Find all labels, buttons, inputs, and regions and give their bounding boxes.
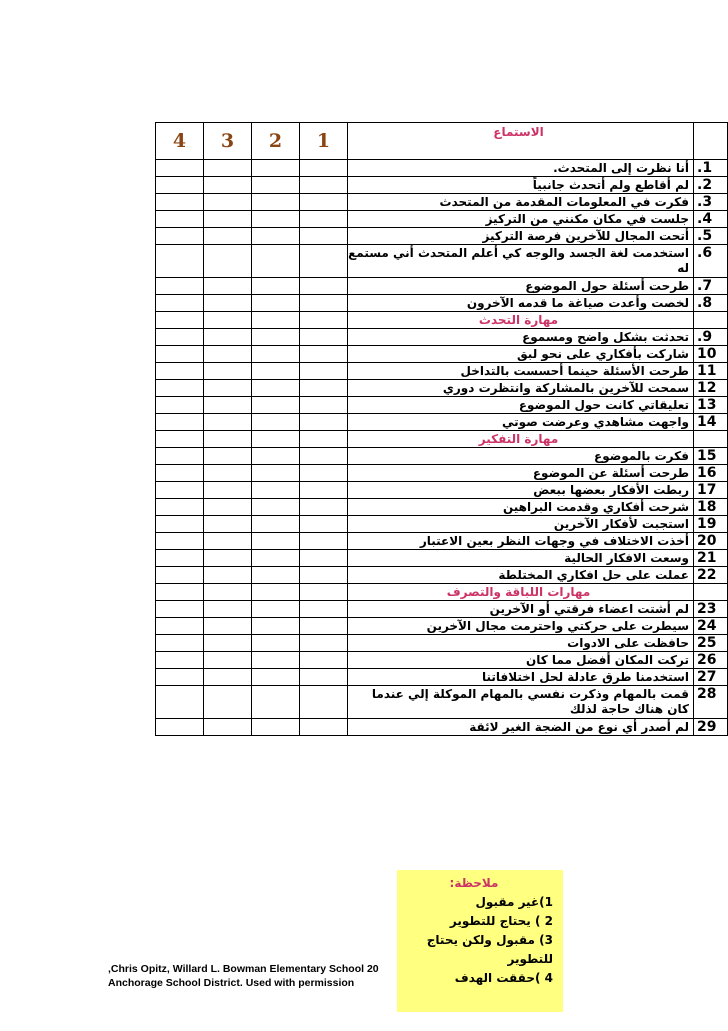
rating-cell-3[interactable] [204, 177, 252, 194]
item-number: .7 [694, 278, 728, 295]
rating-cell-4[interactable] [156, 652, 204, 669]
rating-cell-3[interactable] [204, 194, 252, 211]
item-number: .4 [694, 211, 728, 228]
note-line: 2 ) يحتاج للتطوير [449, 914, 553, 928]
statement-text: تعليقاتي كانت حول الموضوع [348, 397, 694, 414]
rating-cell-1[interactable] [300, 194, 348, 211]
rating-cell-1[interactable] [300, 601, 348, 618]
rating-cell-4[interactable] [156, 312, 204, 329]
item-number: 15 [694, 448, 728, 465]
rating-cell-3[interactable] [204, 431, 252, 448]
rating-cell-3[interactable] [204, 719, 252, 736]
rating-cell-2[interactable] [252, 228, 300, 245]
rating-cell-4[interactable] [156, 550, 204, 567]
rating-cell-4[interactable] [156, 414, 204, 431]
rating-cell-2[interactable] [252, 295, 300, 312]
rating-cell-1[interactable] [300, 669, 348, 686]
item-number: 20 [694, 533, 728, 550]
item-number: 10 [694, 346, 728, 363]
statement-text: شرحت أفكاري وقدمت البراهين [348, 499, 694, 516]
item-number: 26 [694, 652, 728, 669]
statement-text: طرحت الأسئلة حينما أحسست بالتداخل [348, 363, 694, 380]
credit-text [108, 962, 379, 990]
rating-cell-3[interactable] [204, 312, 252, 329]
rating-cell-4[interactable] [156, 618, 204, 635]
rating-cell-4[interactable] [156, 194, 204, 211]
rating-cell-4[interactable] [156, 448, 204, 465]
rating-cell-4[interactable] [156, 669, 204, 686]
rating-cell-2[interactable] [252, 618, 300, 635]
statement-text: قمت بالمهام وذكرت نفسي بالمهام الموكلة إلي عندما كان هناك حاجة لذلك [348, 686, 694, 719]
rating-cell-3[interactable] [204, 363, 252, 380]
checklist-table [155, 122, 728, 736]
checklist-row [156, 346, 728, 363]
rating-cell-2[interactable] [252, 380, 300, 397]
rating-cell-2[interactable] [252, 550, 300, 567]
statement-text: عملت على حل افكاري المختلطة [348, 567, 694, 584]
rating-cell-4[interactable] [156, 295, 204, 312]
rating-cell-1[interactable] [300, 516, 348, 533]
rating-cell-2[interactable] [252, 160, 300, 177]
rating-cell-3[interactable] [204, 414, 252, 431]
rating-cell-3[interactable] [204, 499, 252, 516]
item-number: 27 [694, 669, 728, 686]
rating-cell-4[interactable] [156, 397, 204, 414]
checklist-row [156, 686, 728, 719]
rating-cell-3[interactable] [204, 635, 252, 652]
checklist-row [156, 719, 728, 736]
checklist-row [156, 499, 728, 516]
item-number: 18 [694, 499, 728, 516]
checklist-row [156, 245, 728, 278]
statement-text: أتحت المجال للآخرين فرصة التركيز [348, 228, 694, 245]
section-title: مهارة التحدث [348, 312, 694, 329]
rating-cell-4[interactable] [156, 635, 204, 652]
rating-cell-2[interactable] [252, 211, 300, 228]
rating-cell-3[interactable] [204, 397, 252, 414]
item-number: 11 [694, 363, 728, 380]
rating-cell-2[interactable] [252, 448, 300, 465]
rating-cell-4[interactable] [156, 584, 204, 601]
rating-cell-2[interactable] [252, 482, 300, 499]
level-4-header: 4 [156, 123, 204, 160]
rating-cell-2[interactable] [252, 516, 300, 533]
statement-text: تحدثت بشكل واضح ومسموع [348, 329, 694, 346]
rating-cell-1[interactable] [300, 397, 348, 414]
rating-cell-1[interactable] [300, 465, 348, 482]
item-number: 24 [694, 618, 728, 635]
checklist-row [156, 397, 728, 414]
checklist-row [156, 228, 728, 245]
statement-text: واجهت مشاهدي وعرضت صوتي [348, 414, 694, 431]
checklist-row [156, 652, 728, 669]
checklist-row [156, 482, 728, 499]
checklist-row [156, 618, 728, 635]
checklist-row [156, 516, 728, 533]
rating-cell-3[interactable] [204, 618, 252, 635]
rating-cell-2[interactable] [252, 194, 300, 211]
rating-cell-3[interactable] [204, 550, 252, 567]
rating-cell-1[interactable] [300, 312, 348, 329]
rating-cell-4[interactable] [156, 465, 204, 482]
rating-cell-4[interactable] [156, 533, 204, 550]
statement-text: لخصت وأعدت صياغة ما قدمه الآخرون [348, 295, 694, 312]
rating-cell-1[interactable] [300, 278, 348, 295]
rating-cell-2[interactable] [252, 719, 300, 736]
rating-cell-3[interactable] [204, 245, 252, 278]
rating-cell-3[interactable] [204, 160, 252, 177]
listening-section-title: الاستماع [348, 123, 694, 160]
rating-cell-2[interactable] [252, 635, 300, 652]
rating-cell-2[interactable] [252, 652, 300, 669]
rating-cell-2[interactable] [252, 465, 300, 482]
note-line: 1)غير مقبول [475, 895, 553, 909]
item-number: 29 [694, 719, 728, 736]
item-number: 23 [694, 601, 728, 618]
statement-text: فكرت بالموضوع [348, 448, 694, 465]
statement-text: لم أصدر أي نوع من الضجة الغير لائقة [348, 719, 694, 736]
checklist-row [156, 177, 728, 194]
checklist-row [156, 380, 728, 397]
item-number: 17 [694, 482, 728, 499]
header-row [156, 123, 728, 160]
checklist-row [156, 601, 728, 618]
rating-cell-1[interactable] [300, 533, 348, 550]
statement-text: تركت المكان أفضل مما كان [348, 652, 694, 669]
rating-cell-2[interactable] [252, 431, 300, 448]
item-number: 12 [694, 380, 728, 397]
checklist-row [156, 635, 728, 652]
rating-cell-3[interactable] [204, 652, 252, 669]
rating-cell-4[interactable] [156, 211, 204, 228]
checklist-row [156, 533, 728, 550]
rating-cell-3[interactable] [204, 567, 252, 584]
rating-cell-1[interactable] [300, 211, 348, 228]
item-number: 22 [694, 567, 728, 584]
rating-cell-4[interactable] [156, 431, 204, 448]
statement-text: حافظت على الادوات [348, 635, 694, 652]
note-line: 4 )حققت الهدف [454, 971, 553, 985]
rating-cell-3[interactable] [204, 516, 252, 533]
rating-cell-3[interactable] [204, 448, 252, 465]
rating-cell-1[interactable] [300, 652, 348, 669]
statement-text: ربطت الأفكار بعضها ببعض [348, 482, 694, 499]
rating-cell-4[interactable] [156, 482, 204, 499]
rating-cell-1[interactable] [300, 482, 348, 499]
rating-cell-3[interactable] [204, 482, 252, 499]
statement-text: استجبت لأفكار الآخرين [348, 516, 694, 533]
item-number: 14 [694, 414, 728, 431]
statement-text: أنا نظرت إلى المتحدث. [348, 160, 694, 177]
rating-cell-2[interactable] [252, 363, 300, 380]
checklist-row [156, 278, 728, 295]
rating-cell-1[interactable] [300, 635, 348, 652]
rating-cell-4[interactable] [156, 228, 204, 245]
rating-cell-2[interactable] [252, 177, 300, 194]
credit-line-1: ,Chris Opitz, Willard L. Bowman Elementary School 20 [108, 963, 379, 975]
rating-cell-4[interactable] [156, 346, 204, 363]
item-number [694, 431, 728, 448]
checklist-row [156, 160, 728, 177]
rating-cell-1[interactable] [300, 499, 348, 516]
section-header-row [156, 431, 728, 448]
rating-cell-3[interactable] [204, 346, 252, 363]
rating-cell-4[interactable] [156, 380, 204, 397]
statement-text: أخذت الاختلاف في وجهات النظر بعين الاعتبار [348, 533, 694, 550]
rating-cell-3[interactable] [204, 329, 252, 346]
rating-cell-2[interactable] [252, 669, 300, 686]
rating-cell-4[interactable] [156, 278, 204, 295]
statement-text: طرحت أسئلة حول الموضوع [348, 278, 694, 295]
notes-title: ملاحظة: [449, 876, 499, 890]
rating-cell-4[interactable] [156, 719, 204, 736]
statement-text: لم أقاطع ولم أتحدث جانبياً [348, 177, 694, 194]
rating-cell-4[interactable] [156, 516, 204, 533]
rating-cell-2[interactable] [252, 499, 300, 516]
item-number: 16 [694, 465, 728, 482]
level-2-header: 2 [252, 123, 300, 160]
rating-cell-2[interactable] [252, 278, 300, 295]
rating-cell-4[interactable] [156, 329, 204, 346]
rating-cell-1[interactable] [300, 160, 348, 177]
item-number [694, 584, 728, 601]
rating-cell-1[interactable] [300, 719, 348, 736]
rating-cell-4[interactable] [156, 499, 204, 516]
checklist-row [156, 363, 728, 380]
statement-text: استخدمت لغة الجسد والوجه كي أعلم المتحدث أني مستمع له [348, 245, 694, 278]
rating-cell-2[interactable] [252, 245, 300, 278]
section-title: مهارات اللباقة والتصرف [348, 584, 694, 601]
statement-text: استخدمنا طرق عادلة لحل اختلافاتنا [348, 669, 694, 686]
rating-cell-3[interactable] [204, 211, 252, 228]
item-number: 25 [694, 635, 728, 652]
rating-cell-4[interactable] [156, 567, 204, 584]
statement-text: جلست في مكان مكنني من التركيز [348, 211, 694, 228]
rating-cell-4[interactable] [156, 177, 204, 194]
header-number-cell [694, 123, 728, 160]
rating-cell-1[interactable] [300, 380, 348, 397]
rating-cell-1[interactable] [300, 414, 348, 431]
rating-cell-4[interactable] [156, 601, 204, 618]
level-1-header: 1 [300, 123, 348, 160]
rating-cell-3[interactable] [204, 584, 252, 601]
item-number: .1 [694, 160, 728, 177]
notes-box [397, 870, 563, 1012]
rating-cell-3[interactable] [204, 686, 252, 719]
checklist-row [156, 194, 728, 211]
rating-cell-2[interactable] [252, 533, 300, 550]
rating-cell-2[interactable] [252, 686, 300, 719]
rating-cell-1[interactable] [300, 431, 348, 448]
rating-cell-1[interactable] [300, 363, 348, 380]
rating-cell-1[interactable] [300, 177, 348, 194]
rating-cell-3[interactable] [204, 380, 252, 397]
rating-cell-1[interactable] [300, 686, 348, 719]
checklist-row [156, 550, 728, 567]
statement-text: سيطرت على حركتي واحترمت مجال الآخرين [348, 618, 694, 635]
rating-cell-2[interactable] [252, 397, 300, 414]
rating-cell-1[interactable] [300, 295, 348, 312]
section-header-row [156, 312, 728, 329]
rating-cell-1[interactable] [300, 448, 348, 465]
rating-cell-2[interactable] [252, 567, 300, 584]
note-line: 3) مقبول ولكن يحتاج للتطوير [426, 933, 553, 966]
rating-cell-2[interactable] [252, 584, 300, 601]
checklist-row [156, 211, 728, 228]
rating-cell-3[interactable] [204, 228, 252, 245]
item-number: .2 [694, 177, 728, 194]
rating-cell-1[interactable] [300, 329, 348, 346]
rating-cell-2[interactable] [252, 601, 300, 618]
rating-cell-3[interactable] [204, 533, 252, 550]
checklist-row [156, 295, 728, 312]
rating-cell-3[interactable] [204, 465, 252, 482]
statement-text: شاركت بأفكاري على نحو لبق [348, 346, 694, 363]
statement-text: وسعت الافكار الحالية [348, 550, 694, 567]
rating-cell-2[interactable] [252, 346, 300, 363]
item-number: 19 [694, 516, 728, 533]
item-number: .5 [694, 228, 728, 245]
item-number: .3 [694, 194, 728, 211]
rating-cell-2[interactable] [252, 312, 300, 329]
rating-cell-1[interactable] [300, 550, 348, 567]
rating-cell-4[interactable] [156, 245, 204, 278]
credit-line-2: Anchorage School District. Used with permission [108, 977, 355, 989]
rating-cell-1[interactable] [300, 584, 348, 601]
rating-cell-1[interactable] [300, 228, 348, 245]
statement-text: سمحت للآخرين بالمشاركة وانتظرت دوري [348, 380, 694, 397]
rating-cell-4[interactable] [156, 160, 204, 177]
section-title: مهارة التفكير [348, 431, 694, 448]
checklist-row [156, 465, 728, 482]
rating-cell-1[interactable] [300, 245, 348, 278]
rating-cell-4[interactable] [156, 686, 204, 719]
section-header-row [156, 584, 728, 601]
item-number [694, 312, 728, 329]
rating-cell-3[interactable] [204, 278, 252, 295]
level-3-header: 3 [204, 123, 252, 160]
rating-cell-1[interactable] [300, 618, 348, 635]
checklist-row [156, 669, 728, 686]
rating-cell-1[interactable] [300, 346, 348, 363]
item-number: .9 [694, 329, 728, 346]
checklist-row [156, 448, 728, 465]
rating-cell-3[interactable] [204, 669, 252, 686]
item-number: 28 [694, 686, 728, 719]
item-number: .6 [694, 245, 728, 278]
statement-text: لم أشتت اعضاء فرقتي أو الآخرين [348, 601, 694, 618]
checklist-row [156, 414, 728, 431]
rating-cell-2[interactable] [252, 329, 300, 346]
rating-cell-3[interactable] [204, 295, 252, 312]
checklist-row [156, 567, 728, 584]
item-number: .8 [694, 295, 728, 312]
checklist-row [156, 329, 728, 346]
statement-text: فكرت في المعلومات المقدمة من المتحدث [348, 194, 694, 211]
rating-cell-4[interactable] [156, 363, 204, 380]
rating-cell-3[interactable] [204, 601, 252, 618]
rating-cell-2[interactable] [252, 414, 300, 431]
statement-text: طرحت أسئلة عن الموضوع [348, 465, 694, 482]
rating-cell-1[interactable] [300, 567, 348, 584]
item-number: 21 [694, 550, 728, 567]
item-number: 13 [694, 397, 728, 414]
checklist-body [156, 123, 728, 736]
